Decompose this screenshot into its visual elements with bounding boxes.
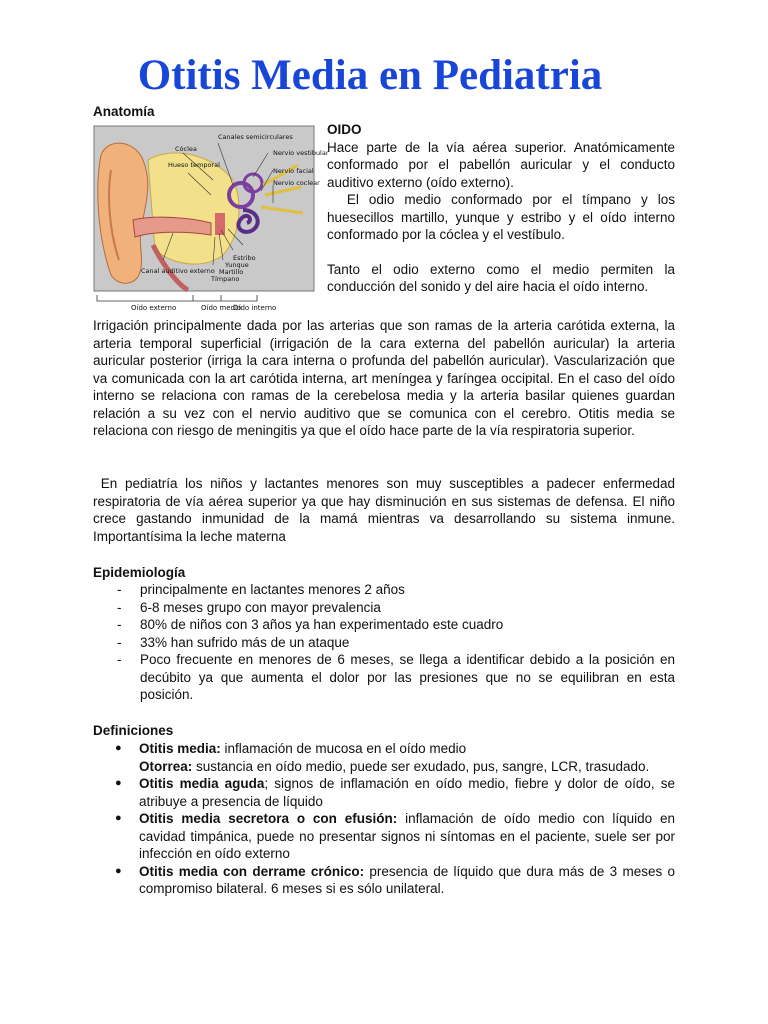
list-item: - 33% han sufrido más de un ataque [117,634,350,650]
fig-label-timpano: Tímpano [211,275,240,283]
oido-heading: OIDO [327,122,362,137]
list-marker: - [117,617,122,632]
list-marker: - [117,634,122,650]
list-marker: - [117,652,122,667]
epidemiologia-heading: Epidemiología [93,565,186,580]
fig-label-canales: Canales semicirculares [218,133,293,141]
irrigacion-paragraph: Irrigación principalmente dada por las arterias que son ramas de la arteria carótida externa, la arteria temporal superficial (irrigación de la cara externa del pabellón auricular) la arteria auricular posterior (irriga la cara interna o profunda del pabellón auricular). Vascularización que va comunicada con la art carótida interna, art meníngea y faríngea occipital. En el caso del oído interno se relaciona con ramas de la cerebelosa media y la arteria basilar quienes guardan relación a su vez con el nervio auditivo que se comunica con el cerebro. Otitis media se relaciona con riesgo de meningitis ya que el oído hace parte de la vía respiratoria superior. [93,318,675,438]
ear-anatomy-figure [93,125,329,315]
list-item: ● Otitis media secretora o con efusión: inflamación de oído medio con líquido en cavidad timpánica, puede no presentar signos ni síntomas en el paciente, suele ser por infección en oído externo [115,811,675,861]
fig-label-yunque: Yunque [225,261,249,269]
fig-label-coclea: Cóclea [175,145,197,153]
bullet-marker: ● [115,742,122,754]
list-item: - Poco frecuente en menores de 6 meses, se llega a identificar debido a la posición en decúbito ya que aumenta el dolor por las presiones que no se equilibran en esta posición. [117,652,675,702]
fig-label-estribo: Estribo [233,254,256,262]
definiciones-list [93,740,675,898]
fig-label-nervio-facial: Nervio facial [273,167,314,175]
oido-paragraph-3: Tanto el odio externo como el medio permiten la conducción del sonido y del aire hacia el oído interno. [327,261,675,294]
oido-paragraph-2: El odio medio conformado por el tímpano y los huesecillos martillo, yunque y estribo y el oído interno conformado por la cóclea y el vestíbulo. [327,192,679,242]
fig-label-hueso-temporal: Hueso temporal [168,161,220,169]
definiciones-heading: Definiciones [93,723,174,738]
fig-label-canal-auditivo: Canal auditivo externo [141,267,215,275]
list-marker: - [117,599,122,615]
bullet-marker: ● [115,812,122,824]
list-marker: - [117,582,122,597]
anatomia-heading: Anatomía [93,104,155,119]
fig-label-oido-externo: Oído externo [131,304,177,312]
fig-label-oido-interno: Oído interno [233,304,277,312]
bullet-marker: ● [115,777,122,789]
fig-label-nervio-vestibular: Nervio vestibular [273,149,329,157]
list-item: ● Otitis media con derrame crónico: presencia de líquido que dura más de 3 meses o compromiso bilateral. 6 meses si es sólo unilateral. [115,863,676,896]
epidemiologia-list [93,581,675,704]
fig-label-martillo: Martillo [219,268,244,276]
fig-label-nervio-coclear: Nervio coclear [273,179,320,187]
oido-paragraph-1: Hace parte de la vía aérea superior. Anatómicamente conformado por el pabellón auricular y el conducto auditivo externo (oído externo). [327,139,675,190]
pediatria-paragraph: En pediatría los niños y lactantes menores son muy susceptibles a padecer enfermedad respiratoria de vía aérea superior ya que hay disminución en sus sistemas de defensa. El niño crece gastando inmunidad de la mamá mientras va desarrollando su sistema inmune. Importantísima la leche materna [93,476,679,544]
page-title: Otitis Media en Pediatria [137,52,603,99]
list-item: ● Otitis media: inflamación de mucosa en el oído medio Otorrea: sustancia en oído medio, puede ser exudado, pus, sangre, LCR, trasudado. [115,741,650,774]
list-item: ● Otitis media aguda; signos de inflamación en oído medio, fiebre y dolor de oído, se atribuye a presencia de líquido [115,776,675,809]
list-item: - 6-8 meses grupo con mayor prevalencia [117,599,381,615]
list-item: - 80% de niños con 3 años ya han experimentado este cuadro [117,617,504,632]
bullet-marker: ● [115,864,122,877]
fig-label-oido-medio: Oído medio [201,304,242,312]
oido-section [327,121,679,296]
list-item: - principalmente en lactantes menores 2 años [117,582,405,597]
